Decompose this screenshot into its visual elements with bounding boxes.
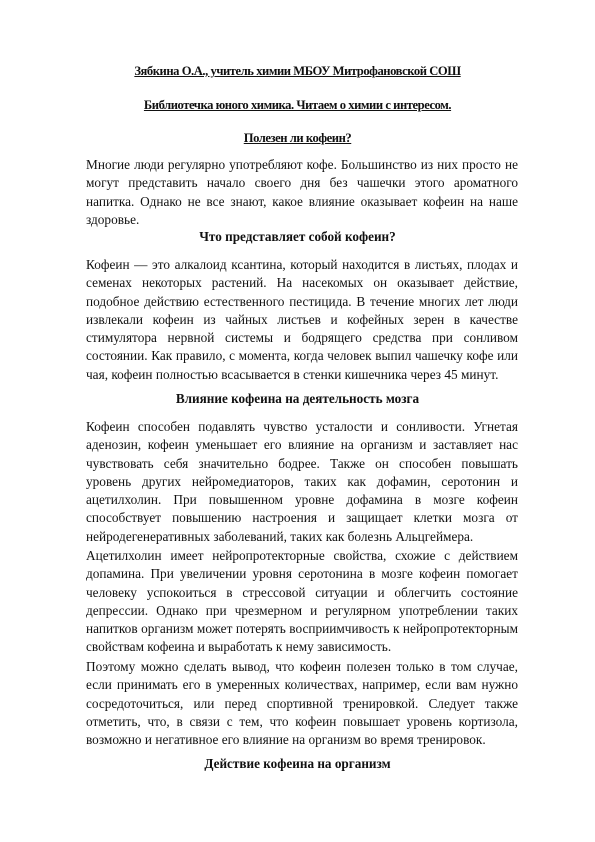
series-title: Библиотечка юного химика. Читаем о химии с интересом. — [143, 98, 452, 112]
paragraph-brain-influence-3: Поэтому можно сделать вывод, что кофеин полезен только в том случае, если принимать его в умеренных количествах, например, если вам нужно сосредоточиться, или перед спортивной тренировкой. Следует также отметить, что, в связи с тем, что кофеин повышает уровень кортизола, возможно и негативное его влияние на организм во время тренировок. — [86, 659, 518, 748]
section-heading-effect-on-body: Действие кофеина на организм — [204, 756, 391, 771]
paragraph-brain-influence-1: Кофеин способен подавлять чувство усталости и сонливости. Угнетая аденозин, кофеин уменьшает его влияние на организм и заставляет нас чувствовать себя значительно бодрее. Также он способен повышать уровень других нейромедиаторов, таких как дофамин, серотонин и ацетилхолин. При повышенном уровне дофамина в мозге кофеин способствует повышению настроения и защищает клетки мозга от нейродегенеративных заболеваний, таких как болезнь Альцгеймера. — [86, 419, 518, 544]
author-line: Зябкина О.А., учитель химии МБОУ Митрофановской СОШ — [134, 64, 461, 78]
paragraph-caffeine-definition: Кофеин — это алкалоид ксантина, который находится в листьях, плодах и семенах некоторых растений. На насекомых он оказывает действие, подобное действию естественного пестицида. В течение многих лет люди извлекали кофеин из чайных листьев и кофейных зерен в качестве стимулятора нервной системы и бодрящего средства при сонливом состоянии. Как правило, с момента, когда человек выпил чашечку кофе или чая, кофеин полностью всасывается в стенки кишечника через 45 минут. — [86, 257, 518, 382]
intro-paragraph: Многие люди регулярно употребляют кофе. Большинство из них просто не могут представить начало своего дня без чашечки этого ароматного напитка. Однако не все знают, какое влияние оказывает кофеин на наше здоровье. — [86, 157, 518, 227]
paragraph-brain-influence-2: Ацетилхолин имеет нейропротекторные свойства, схожие с действием допамина. При увеличении уровня серотонина в мозге кофеин помогает человеку успокоиться в стрессовой ситуации и облегчить состояние депрессии. Однако при чрезмерном и регулярном употреблении таких напитков организм может потерять восприимчивость к нейропротекторным свойствам кофеина и выработать к нему зависимость. — [86, 548, 518, 655]
section-heading-brain-influence: Влияние кофеина на деятельность мозга — [175, 391, 420, 406]
article-title: Полезен ли кофеин? — [243, 131, 352, 145]
section-heading-what-is-caffeine: Что представляет собой кофеин? — [199, 229, 396, 244]
